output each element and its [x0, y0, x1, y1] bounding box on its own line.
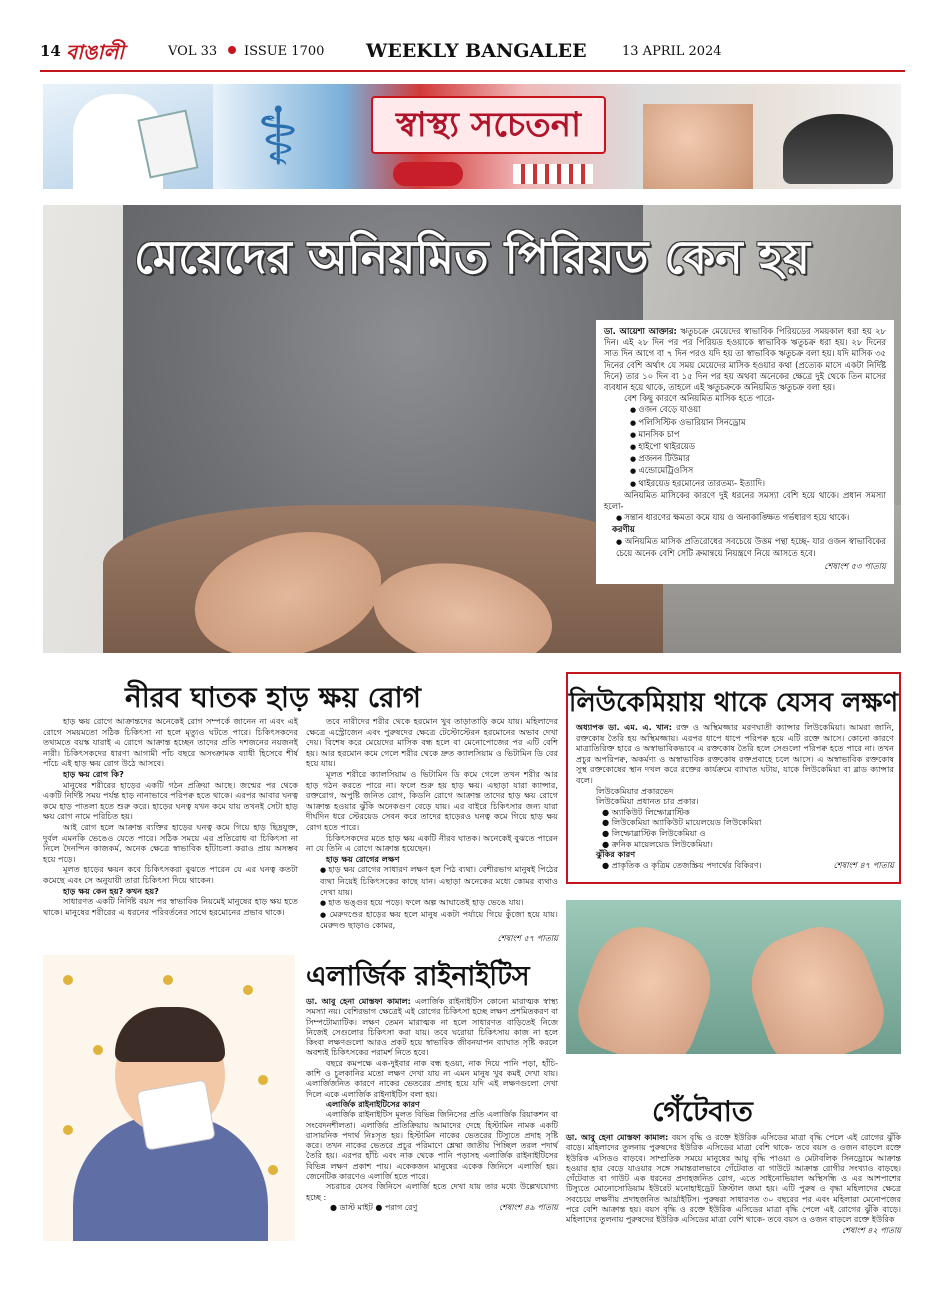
rhinitis-subheading: এলার্জিক রাইনাইটিসের কারণ — [326, 1099, 420, 1109]
rhinitis-paragraph: সচরাচর যেসব জিনিসে এলার্জি হতে দেখা যায় তার মধ্যে উল্লেখযোগ্য হচ্ছে : — [306, 1182, 558, 1202]
bone-paragraph: সাধারণত একটি নির্দিষ্ট বয়স পর স্বাভাবিক নিয়মেই মানুষের হাড় ক্ষয় হতে থাকে। মানুষের শরীরের এ ধরনের পরিবর্তনের সাথে হরমোনের প্রভাব থাকে। — [43, 896, 298, 917]
bone-paragraph: মানুষের শরীরের হাড়ের একটি গঠন প্রক্রিয়া আছে। জন্মের পর থেকে একটি নির্দিষ্ট সময় পর্যন্ত হাড় নানাভাবে পরিপক্ব হতে থাকে। এরপর আবার ঘনত্ব কমে হাড় পাতলা হতে শুরু করে। হাড়ের ঘনত্ব যখন কমে যায় তখনই সেটা হাড় ক্ষয় রোগ নামে পরিচিত হয়। — [43, 779, 298, 822]
rhinitis-paragraph: এলার্জিক রাইনাইটিস কোনো মারাত্মক স্বাস্থ্য সমস্যা নয়। বেশিরভাগ ক্ষেত্রেই এই রোগের চিকিৎসা হচ্ছে লক্ষণ প্রশমিতকরণ বা সিম্পটোম্যাটিক। লক্ষণ তেমন মারাত্মক না হলে সাধারণত বাড়িতেই নিজে নিজেই সেগুলোর চিকিৎসা করা যায়। তবে ঘরোয়া চিকিৎসায় কাজ না হলে কিংবা লক্ষণগুলো আরও প্রকট হয়ে স্বাভাবিক জীবনযাপন ব্যাঘাত সৃষ্টি করলে অবশ্যই চিকিৎসকের পরামর্শ নিতে হবে। — [306, 997, 559, 1058]
period-causes-list — [604, 404, 886, 489]
rhinitis-paragraph: এলার্জিক রাইনাইটিস মূলত বিভিন্ন জিনিসের প্রতি এলার্জিক রিয়াকশন বা সংবেদনশীলতা। এলার্জির প্রতিক্রিয়ায় আমাদের দেহে হিস্টামিন নামক একটি রাসায়নিক পদার্থ নিঃসৃত হয়। হিস্টামিন নাকের ভেতরের টিস্যুতে প্রদাহ সৃষ্টি করে। তখন নাকের ভেতরে প্রচুর পরিমাণে শ্লেষ্মা জাতীয় পিচ্ছিল তরল পদার্থ তৈরি হয়। এরপর হাঁচি এবং নাক থেকে পানি পড়াসহ এলার্জিক রাইনাইটিসের বিভিন্ন লক্ষণ প্রকাশ পায়। একেকজন মানুষের একেক জিনিসে এলার্জি হয়। জেনেটিক কারণেও এলার্জি হতে পারে। — [306, 1110, 558, 1182]
leukemia-types-list — [576, 807, 894, 849]
bone-column-2 — [306, 716, 558, 943]
gout-headline: গেঁটেবাত — [652, 1095, 753, 1128]
tissue-icon — [136, 1079, 215, 1150]
period-todo-heading: করণীয় — [612, 524, 635, 535]
list-item: ● থাইরয়েড হরমোনের তারতম্য- ইত্যাদি। — [630, 478, 886, 490]
period-todo-list — [604, 536, 886, 559]
list-item: ● ওজন বেড়ে যাওয়া — [630, 404, 886, 416]
list-item: ● মেরুদণ্ডের হাড়ের ক্ষয় হলে মানুষ একটা পর্যায়ে গিয়ে কুঁজো হয়ে যায়। মেরুদণ্ড ছাড়াও কোমর, — [320, 909, 558, 931]
issue-date: 13 APRIL 2024 — [622, 44, 722, 59]
list-item: ● লিম্ফোব্লাস্টিক লিউকেমিয়া ও — [602, 827, 706, 838]
list-item: ● পলিসিস্টিক ওভারিয়ান সিনড্রোম — [630, 417, 886, 429]
leukemia-types-intro: লিউকেমিয়া প্রধানত চার প্রকার। — [596, 796, 699, 807]
blood-pressure-cuff-icon — [783, 114, 893, 184]
list-item: ● এন্ডোমেট্রিওসিস — [630, 465, 886, 477]
patient-image — [643, 104, 753, 189]
issue-label: ISSUE 1700 — [244, 44, 325, 59]
pollen-icon — [63, 1125, 73, 1135]
bone-column-1 — [43, 716, 298, 917]
heart-model-icon — [393, 162, 463, 186]
list-item: ● সন্তান ধারণের ক্ষমতা কমে যায় ও অনাকাঙ্ক্ষিত গর্ভধারণ হয়ে থাকে। — [616, 512, 886, 524]
banner-title: স্বাস্থ্য সচেতনা — [371, 96, 606, 154]
gout-continued: শেষাংশ ৪২ পাতায় — [841, 1225, 901, 1235]
publication-title: WEEKLY BANGALEE — [366, 40, 587, 62]
page-number: 14 — [40, 42, 61, 60]
rhinitis-continued: শেষাংশ ৪৯ পাতায় — [498, 1202, 558, 1212]
leukemia-body — [576, 722, 894, 870]
list-item: ● প্রজনন টিউমার — [630, 453, 886, 465]
list-item: ● হাত ভঙ্গুর হয়ে পড়ে। ফলে অল্প আঘাতেই হাড় ভেঙে যায়। — [320, 897, 558, 909]
health-banner — [43, 84, 901, 189]
header-divider — [40, 70, 905, 72]
gout-text: বয়স বৃদ্ধি ও রক্তে ইউরিক এসিডের মাত্রা বৃদ্ধি পেলে এই রোগের ঝুঁকি বাড়ে। মহিলাদের তুলনায় পুরুষদের ইউরিক এসিডের মাত্রা বেশি থাকে- তবে বয়স ও ওজন বাড়লে রক্তে ইউরিক এসিডও বাড়বে। সাম্প্রতিক সময়ে মানুষের আয়ু বৃদ্ধি পাওয়া ও মেটাবলিক সিনড্রোমে আক্রান্ত হওয়ার হার বেড়ে যাওয়ার সঙ্গে সমান্তরালভাবে গেঁটেবাত বা গাউটে আক্রান্ত রোগীর সংখ্যাও বাড়ছে। গেঁটেবাত বা গাউট এক ধরনের প্রদাহজনিত রোগ, এতে সাইনোভিয়াল অস্থিসন্ধি ও এর আশপাশের টিস্যুতে মোনোসোডিয়াম ইউরেট মনোহাইড্রেট ক্রিস্টাল জমা হয়। এটি পুরুষ ও বৃদ্ধা মহিলাদের ক্ষেত্রে সবচেয়ে লক্ষণীয় প্রদাহজনিত আর্থ্রাইটিস। পুরুষরা সাধারণত ৩০ বছরের পর এবং মহিলারা মেনোপজের পরে বেশি আক্রান্ত হয়। বয়স বৃদ্ধি ও রক্তে ইউরিক এসিডের মাত্রা বৃদ্ধি পেলে এই রোগের ঝুঁকি বাড়ে। মহিলাদের তুলনায় পুরুষদের ইউরিক এসিডের মাত্রা বেশি থাকে- তবে বয়স ও ওজন বাড়লে রক্তে ইউরিক — [566, 1133, 901, 1225]
gout-author: ডা. আবু হেনা মোস্তফা কামাল: — [566, 1133, 669, 1142]
period-headline: মেয়েদের অনিয়মিত পিরিয়ড কেন হয় — [134, 230, 810, 284]
separator-dot-icon — [228, 46, 236, 54]
leukemia-risk-item: ● প্রাকৃতিক ও কৃত্রিম তেজস্ক্রিয় পদার্থের বিকিরণ। শেষাংশ ৪৭ পাতায় — [602, 859, 894, 870]
rhinitis-author: ডা. আবু হেনা মোস্তফা কামাল: — [306, 997, 411, 1006]
test-tube-rack-icon — [513, 164, 593, 184]
man-hair-image — [115, 1007, 225, 1062]
leukemia-intro: রক্ত ও অস্থিমজ্জার মরণঘাতী ক্যান্সার লিউকেমিয়া। আমরা জানি, রক্তকোষ তৈরি হয় অস্থিমজ্জায়। এরপর ধাপে ধাপে পরিপক্ব হয়ে এটি রক্তে আসে। কোনো কারণে মাত্রাতিরিক্ত হারে ও অস্বাভাবিকভাবে এ রক্তকোষ তৈরি হলে সেগুলো পরিপক্ব হতে পারে না। তখন প্রচুর অপরিপক্ব, অকর্মণ্য ও অস্বাভাবিক রক্তকোষ রক্তপ্রবাহে চলে আসে। এ অস্বাভাবিক রক্তকোষ সুস্থ রক্তকোষের স্থান দখল করে রক্তের কার্যক্রমে ব্যাঘাত ঘটায়, যাকে লিউকেমিয়া বা ব্লাড ক্যান্সার বলে। — [576, 722, 894, 785]
leukemia-headline: লিউকেমিয়ায় থাকে যেসব লক্ষণ — [568, 688, 899, 718]
rhinitis-body — [306, 997, 558, 1213]
rhinitis-headline: এলার্জিক রাইনাইটিস — [306, 961, 530, 992]
bone-headline: নীরব ঘাতক হাড় ক্ষয় রোগ — [125, 681, 421, 714]
list-item: ● অনিয়মিত মাসিক প্রতিরোধের সবচেয়ে উত্তম পন্থা হচ্ছে- যার ওজন স্বাভাবিকের চেয়ে অনেক বেশি সেটি ক্রমান্বয়ে নিয়ন্ত্রণে নিয়ে আসতে হবে। — [616, 536, 886, 559]
pollen-icon — [268, 1165, 278, 1175]
bone-paragraph: চিকিৎসকদের মতে হাড় ক্ষয় একটি নীরব ঘাতক। অনেকেই বুঝতে পারেন না যে তিনি এ রোগে আক্রান্ত হয়েছেন। — [306, 832, 558, 854]
period-author: ডা. আয়েশা আক্তার: — [604, 326, 677, 336]
list-item: ● অ্যাকিউট লিম্ফোব্লাস্টিক — [602, 806, 690, 817]
bone-subheading: হাড় ক্ষয় কেন হয়? কখন হয়? — [63, 885, 159, 896]
volume-label: VOL 33 — [168, 44, 218, 59]
pollen-icon — [63, 975, 73, 985]
newspaper-logo: বাঙালী — [66, 40, 125, 64]
bone-paragraph: তবে নারীদের শরীর থেকে হরমোন খুব তাড়াতাড়ি কমে যায়। মহিলাদের ক্ষেত্রে এস্ট্রোজেন এবং পুরুষদের ক্ষেত্রে টেস্টোস্টেরন হরমোনের অভাব দেখা দেয়। বিশেষ করে মেয়েদের মাসিক বন্ধ হলে বা মেনোপোজের পর এটি বেশি হয়। আর হরমোন কমে গেলে শরীর থেকে দ্রুত ক্যালসিয়াম ও ভিটামিন ডি বের হয়ে যায়। — [306, 716, 558, 769]
bone-continued: শেষাংশ ৫৭ পাতায় — [497, 932, 558, 943]
sneezing-man-illustration — [43, 955, 295, 1241]
leukemia-author: অধ্যাপক ডা. এম. এ. খান: — [576, 722, 673, 732]
rhinitis-allergen-list: ● ডাস্ট মাইট ● পরাগ রেণু শেষাংশ ৪৯ পাতায় — [330, 1202, 558, 1212]
bone-paragraph: আই রোগ হলে আক্রান্ত ব্যক্তির হাড়ের ঘনত্ব কমে গিয়ে হাড় ছিদ্রযুক্ত, দুর্বল এমনকি ভেঙেও যেতে পারে। সঠিক সময়ে এর প্রতিরোধ বা চিকিৎসা না নিলে দৈনন্দিন কাজকর্ম, অনেক ক্ষেত্রে স্বাভাবিক হাঁটাচলা করাও প্রায় অসম্ভব হয়ে পড়ে। — [43, 821, 298, 864]
left-hand-image — [567, 913, 724, 1054]
bone-paragraph: মূলত হাড়ের ক্ষয়ন কবে চিকিৎসকরা বুঝতে পারেন যে এর ঘনত্ব কতটা কমেছে এবং সে অনুযায়ী তারা চিকিৎসা দিয়ে থাকেন। — [43, 864, 298, 885]
caduceus-icon: ⚕ — [256, 90, 300, 183]
pollen-icon — [163, 975, 173, 985]
pollen-icon — [243, 985, 253, 995]
period-problems-intro: অনিয়মিত মাসিকের কারণে দুই ধরনের সমস্যা বেশি হয়ে থাকে। প্রধান সমস্যা হলো- — [604, 489, 886, 512]
gout-body — [566, 1133, 901, 1236]
leukemia-continued: শেষাংশ ৪৭ পাতায় — [833, 859, 894, 870]
pollen-icon — [93, 1045, 103, 1055]
period-article-box — [596, 320, 894, 584]
list-item: ● হাইপো থাইরয়েড — [630, 441, 886, 453]
bone-symptom-list — [306, 864, 558, 931]
leukemia-risk-heading: ঝুঁকির কারণ — [596, 849, 636, 860]
leukemia-box — [566, 672, 901, 884]
bone-paragraph: মূলত শরীরে ক্যালসিয়াম ও ভিটামিন ডি কমে গেলে তখন শরীর আর হাড় গঠন করতে পারে না। ফলে শুরু হয় হাড় ক্ষয়। এছাড়া যারা ক্যান্সার, রক্তরোগ, অপুষ্টি জনিত রোগ, কিডনি রোগে আক্রান্ত তাদের হাড় ক্ষয় রোগে আক্রান্ত হওয়ার ঝুঁকি অনেকগুণ বেড়ে যায়। এর বাইরে চিকিৎসার জন্য যারা দীর্ঘদিন ধরে স্টেরয়েড সেবন করে তাদের হাড়েরও ঘনত্ব কমে গিয়ে হাড় ক্ষয় রোগ হতে পারে। — [306, 768, 558, 832]
period-intro: ঋতুচক্রে মেয়েদের স্বাভাবিক পিরিয়ডের সময়কাল ধরা হয় ২৮ দিন। এই ২৮ দিন পর পর পিরিয়ড হওয়াকে স্বাভাবিক ঋতুচক্র ধরা হয়। ২৮ দিনের সাত দিন আগে বা ৭ দিন পরও যদি হয় তা স্বাভাবিক ঋতুচক্র বলা হয়। যদি মাসিক ৩৫ দিনের বেশি অর্থাৎ যে সময় মেয়েদের মাসিক হওয়ার কথা (প্রত্যেক মাসে একটা নির্দিষ্ট দিনে) তার ১০ দিন বা ১৫ দিন পর হয় অথবা অনেকের ক্ষেত্রে দুই থেকে তিন মাসের ব্যবধান হয়ে থাকে, তাহলে এই ঋতুচক্রকে অনিয়মিত ঋতুচক্র বলা হয়। — [604, 326, 886, 393]
list-item: ● ক্রনিক মায়েলয়েড লিউকেমিয়া। — [602, 838, 713, 849]
period-causes-intro: বেশ কিছু কারণে অনিয়মিত মাসিক হতে পারে- — [624, 393, 775, 404]
leukemia-types-heading: লিউকেমিয়ার প্রকারভেদ — [596, 785, 674, 796]
bone-subheading: হাড় ক্ষয় রোগ কি? — [63, 768, 124, 779]
bone-paragraph: হাড় ক্ষয় রোগে আক্রান্তদের অনেকেই রোগ সম্পর্কে জানেন না এবং এই রোগে সময়মতো সঠিক চিকিৎসা না হলে মৃত্যুও ঘটতে পারে। চিকিৎসকদের তথ্যমতে বয়স্ক যারাই এ রোগে আক্রান্ত হচ্ছেন তাদের প্রতি দশজনের নয়জনই নারী। চিকিৎসকদের ধারণা আগামী পাঁচ বছরে অসংক্রামক ব্যাধী হিসেবে শীর্ষ পাঁচে এই হাড় ক্ষয় রোগ উঠে আসবে। — [43, 716, 298, 769]
period-continued: শেষাংশ ৫৩ পাতায় — [824, 561, 886, 572]
list-item: ● লিউকেমিয়া অ্যাকিউট মায়েলয়েড লিউকেমিয়া — [602, 817, 762, 828]
list-item: ● মানসিক চাপ — [630, 429, 886, 441]
list-item: ● হাড় ক্ষয় রোগের সাধারণ লক্ষণ হল পিঠ ব্যথা। বেশীরভাগ মানুষই পিঠের ব্যথা নিয়েই চিকিৎসকের কাছে যান। এছাড়া অনেকের মধ্যে কোমর ব্যথাও দেখা যায়। — [320, 864, 558, 897]
trousers-image — [103, 505, 663, 653]
masthead — [40, 34, 905, 70]
pollen-icon — [258, 1075, 268, 1085]
rhinitis-paragraph: বছরে কমপক্ষে এক-দুইবার নাক বন্ধ হওয়া, নাক দিয়ে পানি পড়া, হাঁচি-কাশি ও চুলকানির মতো লক্ষণ দেখা যায় না এমন মানুষ খুব কমই দেখা যায়। এলার্জিজনিত কারণে নাকের ভেতরের প্রদাহ হয়ে যদি এই লক্ষণগুলো দেখা দিলে একে এলার্জিক রাইনাইটিস বলা হয়। — [306, 1058, 558, 1099]
bone-subheading: হাড় ক্ষয় রোগের লক্ষণ — [326, 853, 400, 864]
arthritic-hands-photo — [566, 900, 901, 1054]
period-problems-list — [604, 512, 886, 524]
right-hand-image — [737, 913, 894, 1054]
